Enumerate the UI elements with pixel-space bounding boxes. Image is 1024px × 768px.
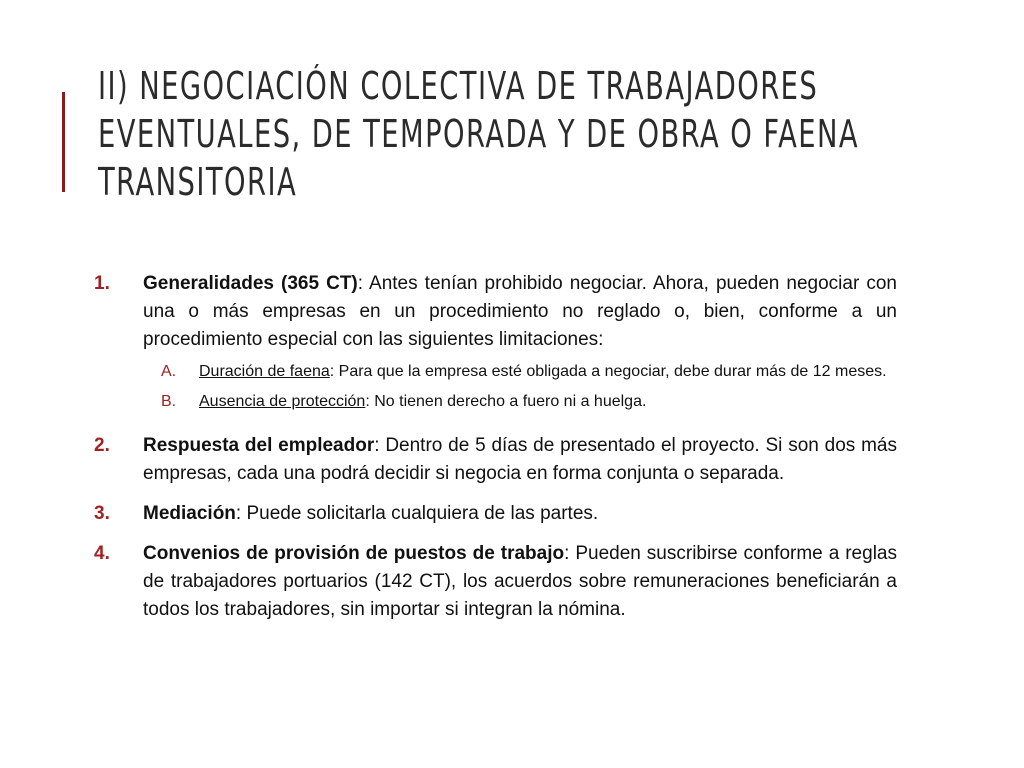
sub-item-text [199,390,897,414]
sub-item-text [199,360,897,384]
slide-title: II) NEGOCIACIÓN COLECTIVA DE TRABAJADORES EVENTUALES, DE TEMPORADA Y DE OBRA O FAENA TRANSITORIA [98,64,860,204]
sub-item-heading: Duración de faena [199,363,330,380]
item-heading: Convenios de provisión de puestos de trabajo [143,543,565,564]
item-heading: Respuesta del empleador [143,435,375,456]
item-body [143,500,897,528]
item-description: : Puede solicitarla cualquiera de las partes. [235,503,599,524]
sub-item-description: : No tienen derecho a fuero ni a huelga. [365,393,647,410]
item-number: 4. [94,543,110,564]
sub-item-b [143,390,897,414]
sub-list [143,360,897,414]
list-item-3 [94,500,897,528]
item-text [143,432,897,488]
sub-item-letter: B. [161,393,177,410]
slide-content [94,270,897,636]
item-number: 3. [94,503,110,524]
sub-item-letter: A. [161,363,177,380]
sub-item-description: : Para que la empresa esté obligada a negociar, debe durar más de 12 meses. [329,363,887,380]
item-body [143,270,897,420]
item-description: : Pueden suscribirse conforme a reglas de trabajadores portuarios (142 CT), los acuerdos sobre remuneraciones beneficiarán a todos los trabajadores, sin importar si integran la nómina. [143,543,897,620]
item-description: : Dentro de 5 días de presentado el proyecto. Si son dos más empresas, cada una podrá decidir si negocia en forma conjunta o separada. [143,435,897,484]
item-heading: Generalidades (365 CT) [143,273,358,294]
list-item-4 [94,540,897,624]
title-accent-bar [62,92,65,192]
item-number: 2. [94,435,110,456]
item-heading: Mediación [143,503,236,524]
item-text [143,540,897,624]
item-number: 1. [94,273,110,294]
item-text [143,270,897,354]
sub-item-a [143,360,897,384]
list-item-2 [94,432,897,488]
sub-item-heading: Ausencia de protección [199,393,366,410]
item-text [143,500,897,528]
item-description: : Antes tenían prohibido negociar. Ahora, pueden negociar con una o más empresas en un procedimiento no reglado o, bien, conforme a un procedimiento especial con las siguientes limitaciones: [143,273,897,350]
item-body [143,540,897,624]
list-item-1 [94,270,897,420]
item-body [143,432,897,488]
